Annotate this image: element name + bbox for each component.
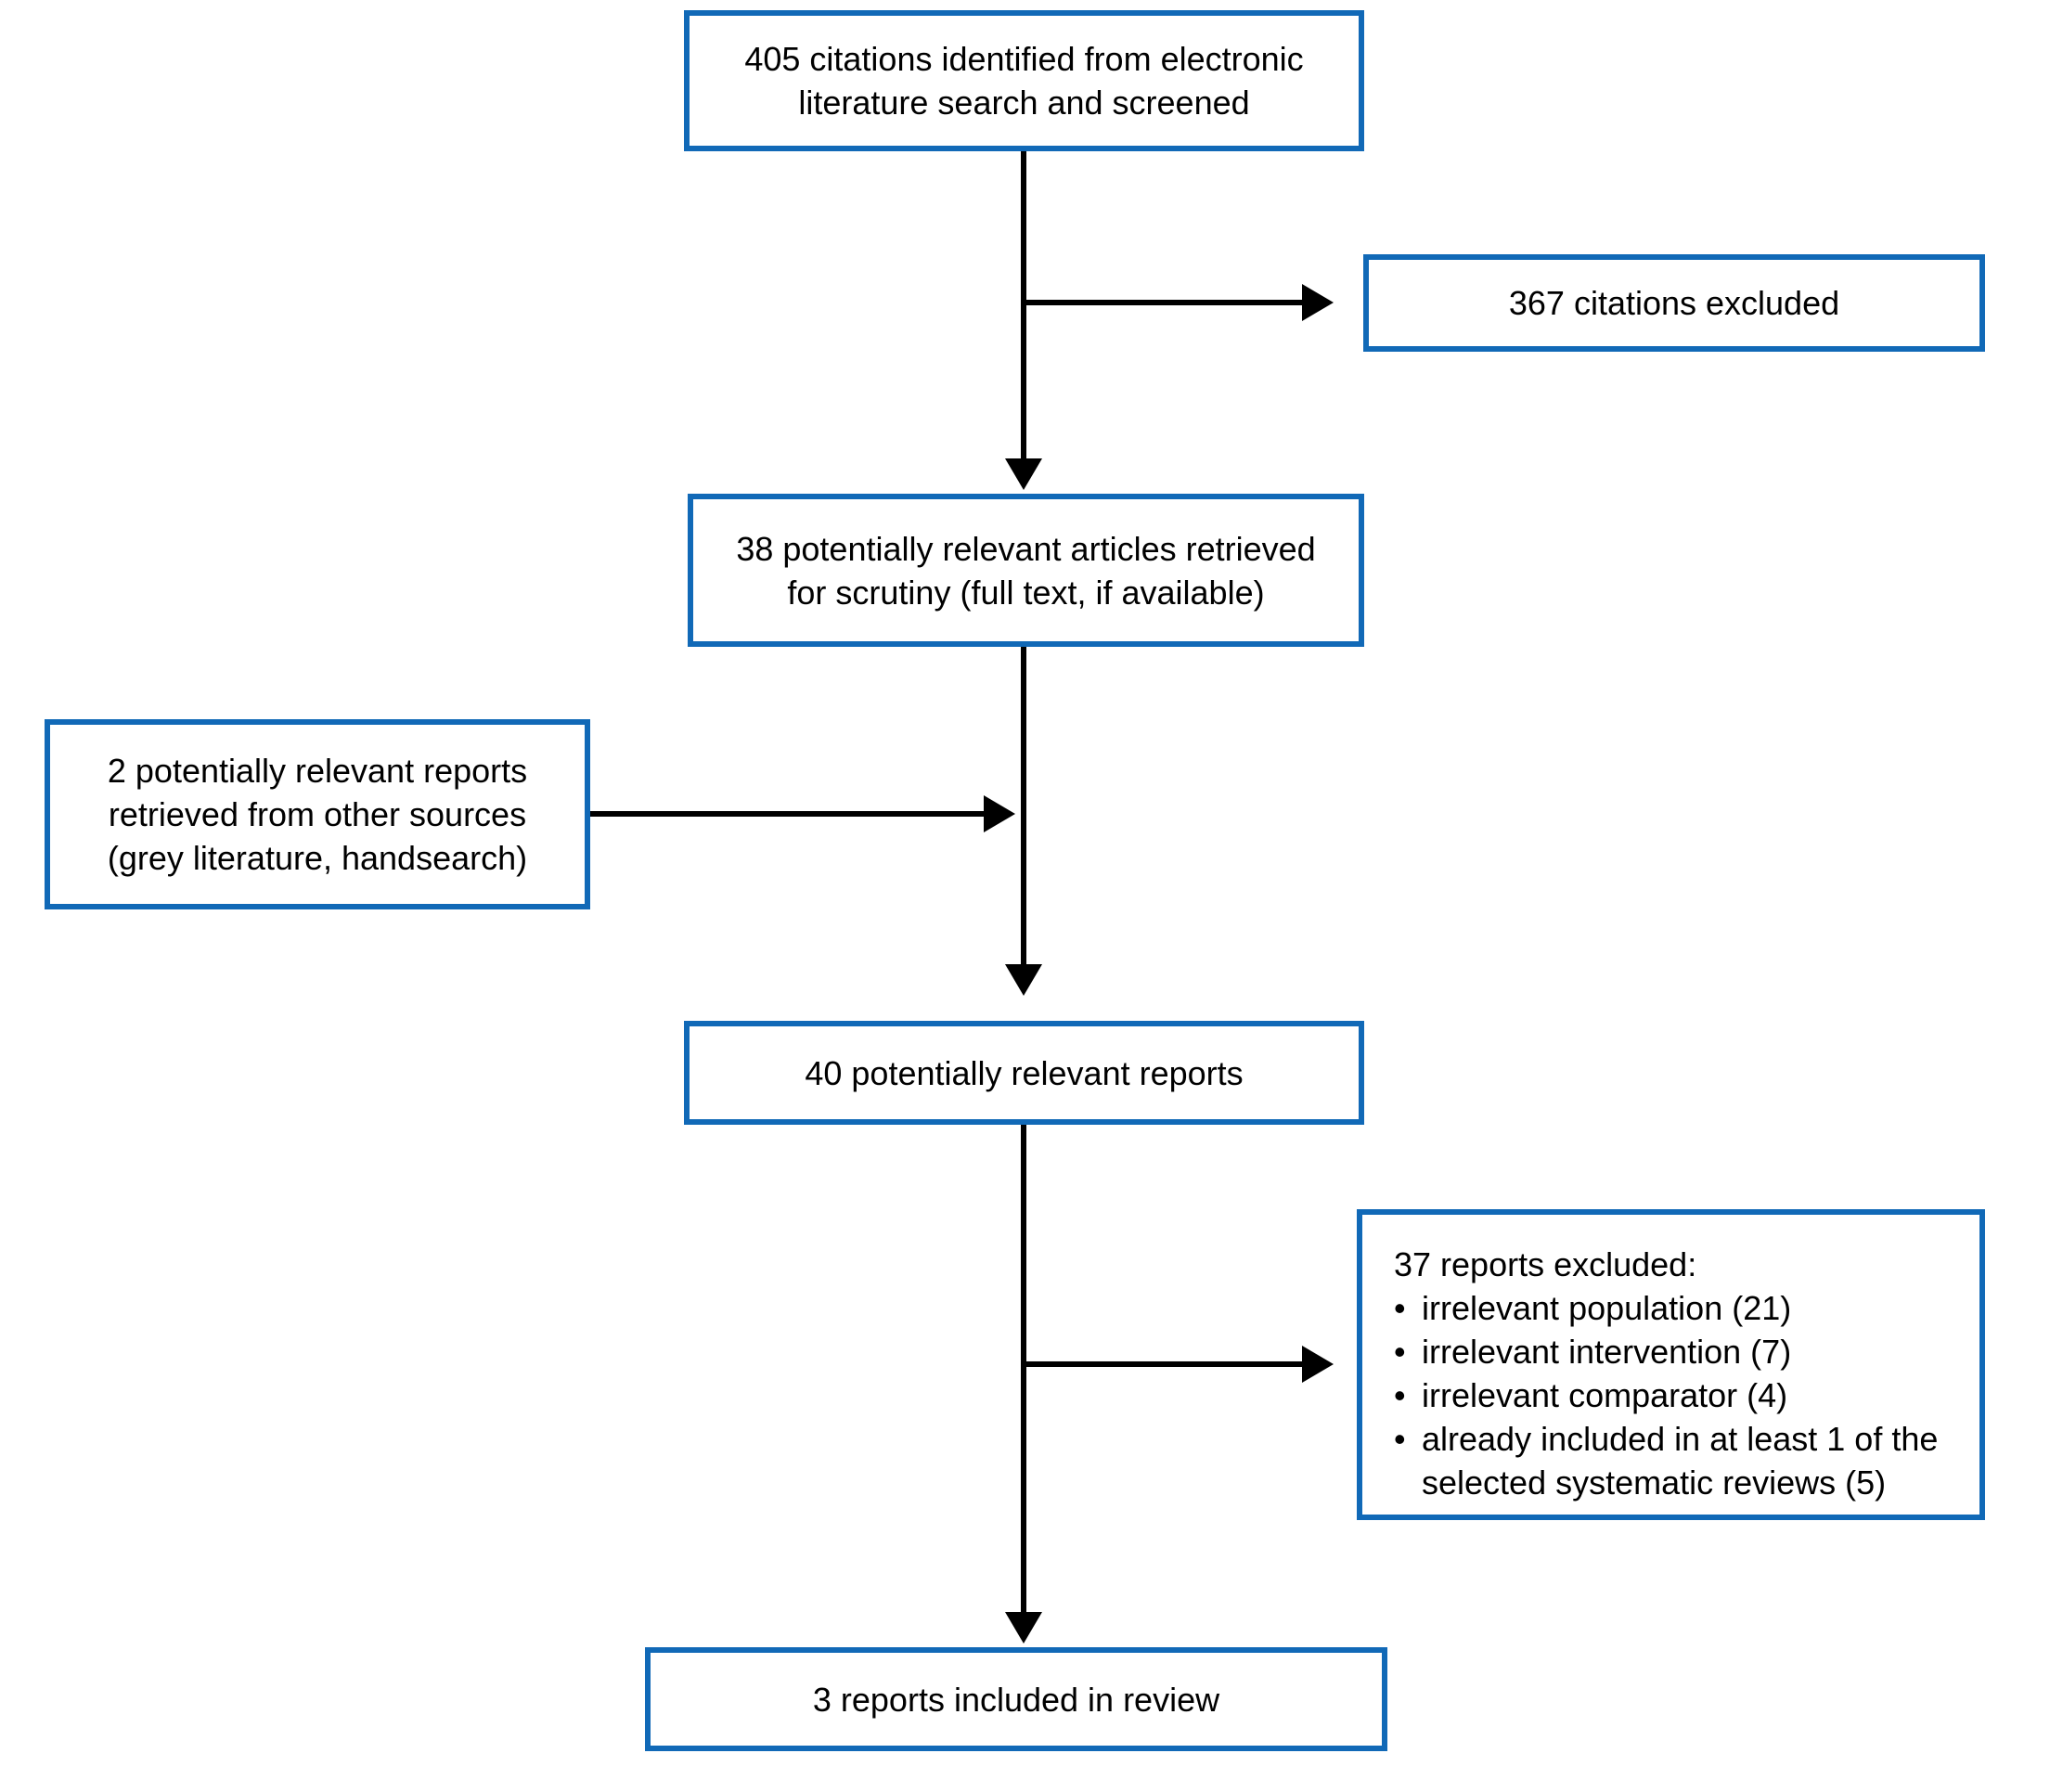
arrow-right-icon xyxy=(984,795,1015,832)
box-articles-retrieved xyxy=(688,494,1364,647)
bullet-icon: • xyxy=(1394,1333,1406,1371)
box-potentially-relevant-reports xyxy=(684,1021,1364,1125)
box-potentially-relevant-reports-line: 40 potentially relevant reports xyxy=(805,1053,1244,1092)
arrow-to-reports-excluded-line xyxy=(1024,1361,1302,1367)
bullet-icon: • xyxy=(1394,1376,1406,1414)
box-other-sources-line: (grey literature, handsearch) xyxy=(107,839,528,877)
exclusion-reason-text: irrelevant intervention (7) xyxy=(1422,1333,1792,1371)
exclusion-reason xyxy=(1394,1373,1787,1417)
arrow-other-sources-to-combined-line xyxy=(590,811,984,817)
exclusion-reason-text: already included in at least 1 of the selected systematic reviews (5) xyxy=(1422,1420,1939,1502)
box-reports-included xyxy=(645,1647,1387,1751)
exclusion-reason xyxy=(1394,1417,1957,1504)
arrow-to-citations-excluded-line xyxy=(1024,300,1302,305)
box-articles-retrieved-line: 38 potentially relevant articles retrieved xyxy=(736,529,1316,568)
arrow-combined-to-included-line xyxy=(1021,1125,1026,1612)
box-reports-included-line: 3 reports included in review xyxy=(812,1680,1220,1719)
exclusion-reason-text: irrelevant comparator (4) xyxy=(1422,1376,1788,1414)
bullet-icon: • xyxy=(1394,1420,1406,1458)
box-other-sources-line: 2 potentially relevant reports xyxy=(107,752,528,790)
box-citations-identified xyxy=(684,10,1364,151)
arrow-retrieved-to-combined-line xyxy=(1021,647,1026,964)
arrow-down-icon xyxy=(1005,458,1042,490)
box-articles-retrieved-line: for scrutiny (full text, if available) xyxy=(787,573,1265,612)
box-reports-excluded xyxy=(1357,1209,1985,1520)
exclusion-reason xyxy=(1394,1286,1791,1330)
exclusion-reason-text: irrelevant population (21) xyxy=(1422,1289,1792,1327)
box-citations-identified-line: literature search and screened xyxy=(798,84,1250,122)
box-citations-excluded-line: 367 citations excluded xyxy=(1508,284,1840,322)
box-citations-identified-line: 405 citations identified from electronic xyxy=(744,40,1304,78)
arrow-right-icon xyxy=(1302,284,1334,321)
exclusion-reason xyxy=(1394,1330,1791,1373)
bullet-icon: • xyxy=(1394,1289,1406,1327)
arrow-down-icon xyxy=(1005,1612,1042,1644)
box-citations-excluded xyxy=(1363,254,1985,352)
arrow-right-icon xyxy=(1302,1346,1334,1383)
box-other-sources-line: retrieved from other sources xyxy=(108,795,527,833)
box-reports-excluded-heading: 37 reports excluded: xyxy=(1394,1245,1697,1283)
arrow-down-icon xyxy=(1005,964,1042,996)
box-other-sources xyxy=(45,719,590,909)
